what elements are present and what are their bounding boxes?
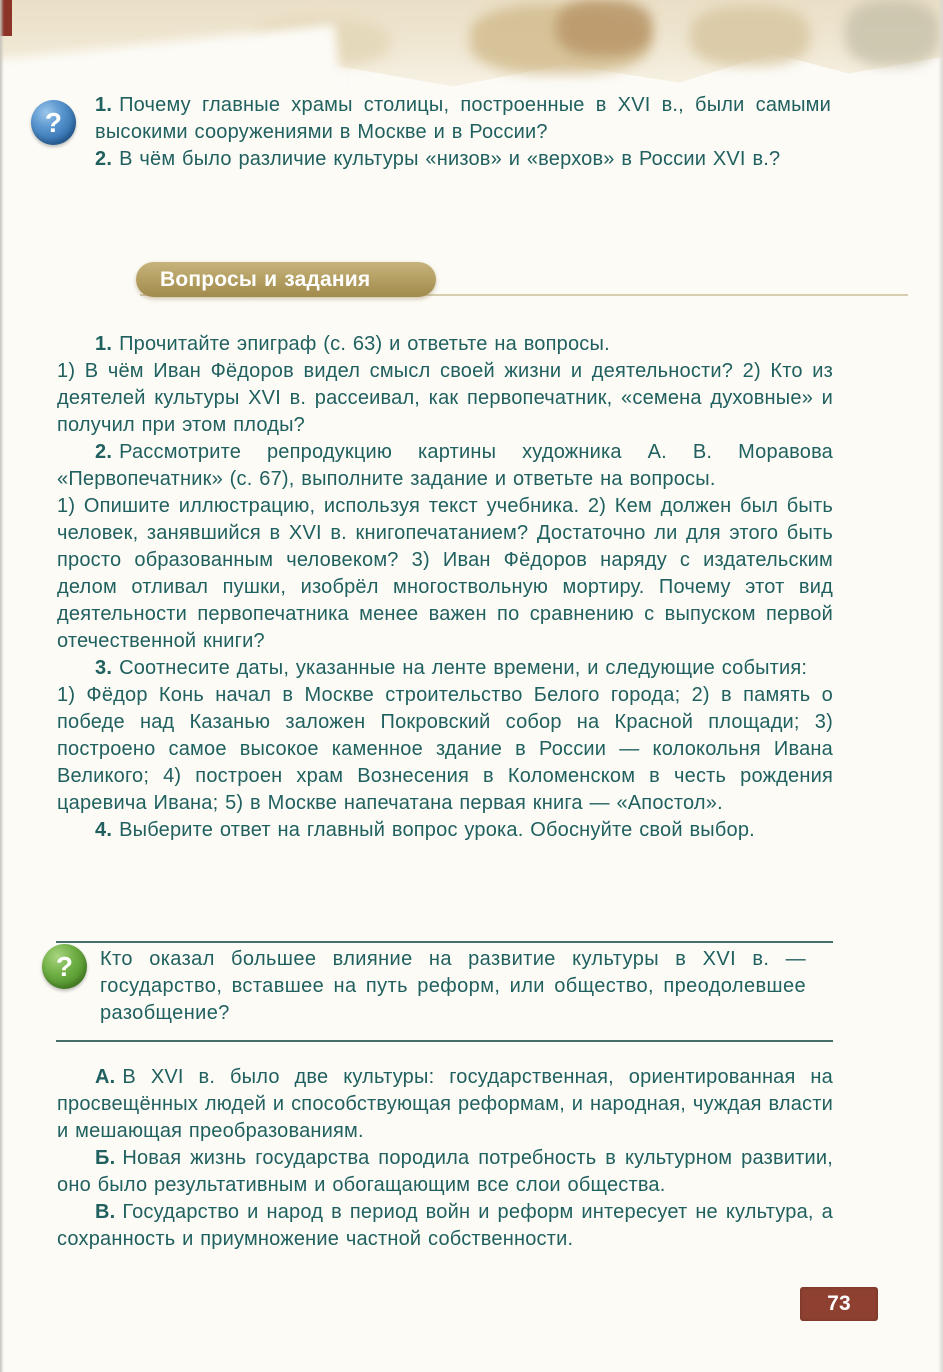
task-subitems [57, 493, 833, 655]
task-text: Прочитайте эпиграф (с. 63) и ответьте на вопросы. [119, 333, 610, 355]
recap-question [95, 146, 831, 173]
task-subitems [57, 682, 833, 817]
recap-questions [95, 92, 831, 173]
recap-question-mark-icon [31, 100, 76, 145]
task-item [57, 439, 833, 493]
task-item [57, 655, 833, 682]
answer-letter: Б. [95, 1147, 116, 1169]
answer-text: Новая жизнь государства породила потребность в культурном развитии, оно было результативным и обогащающим все слои общества. [57, 1147, 833, 1196]
section-banner [136, 262, 436, 297]
task-text: 1) Опишите иллюстрацию, используя текст учебника. 2) Кем должен был быть человек, занявшийся в XVI в. книгопечатанием? Достаточно ли для этого быть просто образованным человеком? 3) Иван Фёдоров наряду с издательским делом отливал пушки, изобрёл многоствольную мортиру. Почему этот вид деятельности первопечатника менее важен по сравнению с выпуском первой отечественной книги? [57, 495, 833, 652]
answer-options [57, 1064, 833, 1253]
task-text: Соотнесите даты, указанные на ленте времени, и следующие события: [119, 657, 808, 679]
artwork-blob [556, 0, 652, 56]
task-text: 1) Фёдор Конь начал в Москве строительство Белого города; 2) в память о победе над Казанью заложен Покровский собор на Красной площади; 3) построено самое высокое каменное здание в России — колокольня Ивана Великого; 4) построен храм Вознесения в Коломенском в честь рождения царевича Ивана; 5) в Москве напечатана первая книга — «Апостол». [57, 684, 833, 814]
page-number-badge [800, 1287, 878, 1321]
question-glyph: ? [44, 106, 63, 138]
recap-question-number: 1. [95, 94, 113, 116]
answer-option-a [57, 1064, 833, 1145]
artwork-blob [690, 6, 810, 66]
main-lesson-question [100, 946, 806, 1027]
recap-question-number: 2. [95, 148, 113, 170]
task-item [57, 817, 833, 844]
task-number: 4. [95, 819, 113, 841]
divider-line-top [56, 941, 833, 943]
scan-edge-left [0, 0, 4, 1372]
divider-line-bottom [56, 1040, 833, 1042]
main-question-text-span: Кто оказал большее влияние на развитие культуры в XVI в. — государство, вставшее на путь реформ, или общество, преодолевшее разобщение? [100, 948, 806, 1024]
page-top-artwork [0, 0, 943, 92]
main-question-text [100, 946, 806, 1027]
answer-text: В XVI в. было две культуры: государственная, ориентированная на просвещённых людей и способствующая реформам, и народная, чуждая власти и мешающая преобразованиям. [57, 1066, 833, 1142]
recap-question [95, 92, 831, 146]
tasks-list [57, 331, 833, 844]
task-number: 1. [95, 333, 113, 355]
answer-option-b [57, 1145, 833, 1199]
recap-question-text: В чём было различие культуры «низов» и «верхов» в России XVI в.? [119, 148, 781, 170]
main-question-mark-icon [42, 944, 87, 989]
task-number: 2. [95, 441, 113, 463]
scan-edge-right [938, 0, 943, 1372]
task-text: Выберите ответ на главный вопрос урока. Обоснуйте свой выбор. [119, 819, 755, 841]
task-number: 3. [95, 657, 113, 679]
answer-option-v [57, 1199, 833, 1253]
recap-question-text: Почему главные храмы столицы, построенные в XVI в., были самыми высокими сооружениями в Москве и в России? [95, 94, 831, 143]
task-subitems [57, 358, 833, 439]
answer-text: Государство и народ в период войн и реформ интересует не культура, а сохранность и приумножение частной собственности. [57, 1201, 833, 1250]
task-item [57, 331, 833, 358]
answer-letter: В. [95, 1201, 116, 1223]
answer-letter: А. [95, 1066, 116, 1088]
task-text: 1) В чём Иван Фёдоров видел смысл своей жизни и деятельности? 2) Кто из деятелей культуры XVI в. рассеивал, как первопечатник, «семена духовные» и получил при этом плоды? [57, 360, 833, 436]
section-banner-label: Вопросы и задания [160, 268, 371, 291]
artwork-blob [845, 0, 940, 66]
page-number: 73 [827, 1292, 851, 1315]
task-text: Рассмотрите репродукцию картины художника А. В. Моравова «Первопечатник» (с. 67), выполните задание и ответьте на вопросы. [57, 441, 833, 490]
question-glyph: ? [55, 950, 74, 982]
